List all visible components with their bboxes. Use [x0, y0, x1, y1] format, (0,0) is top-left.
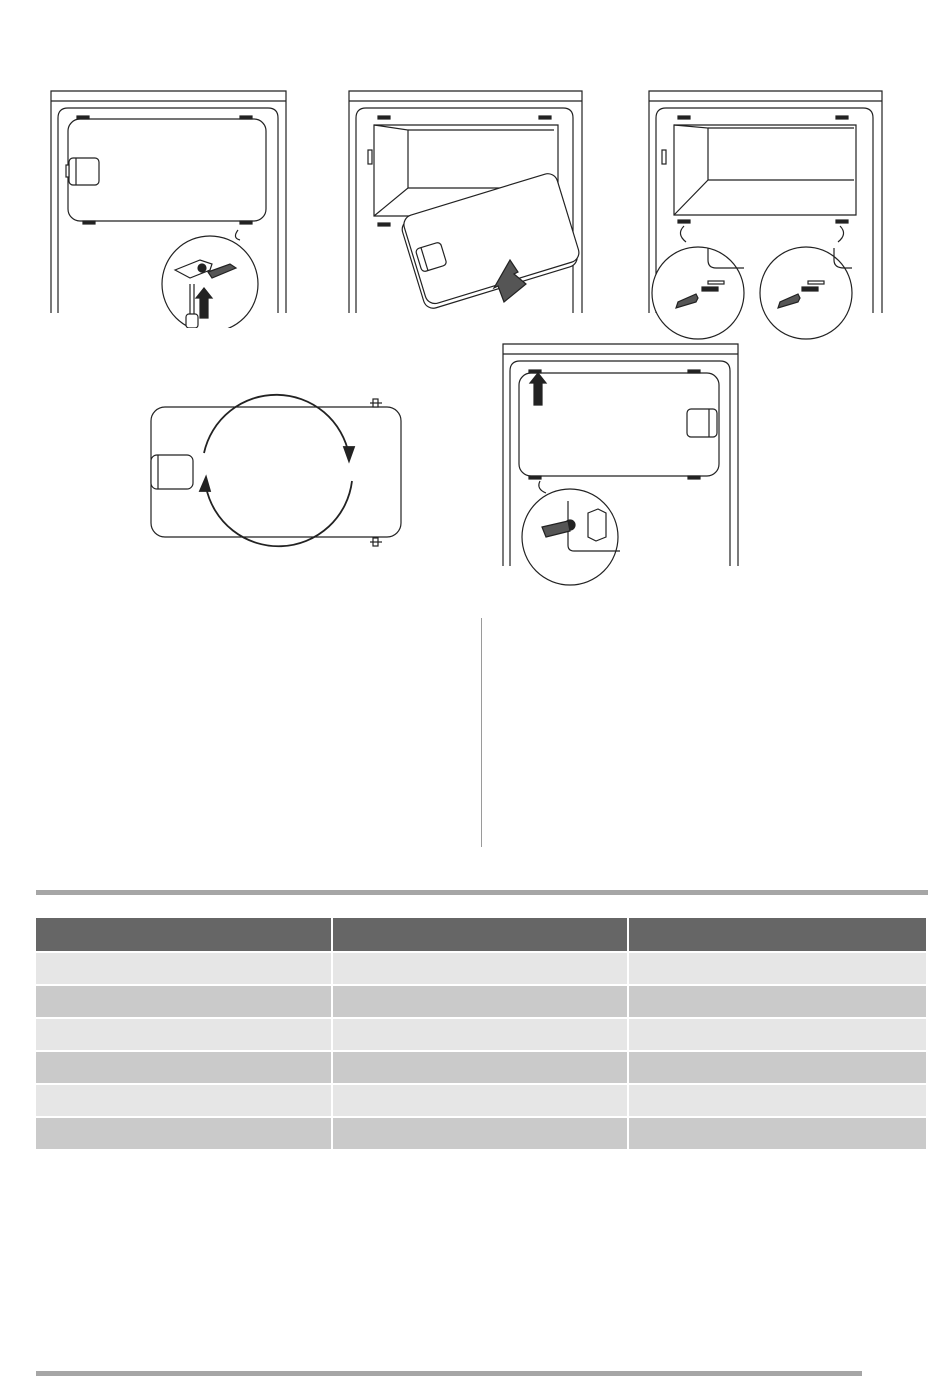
table-cell	[36, 1017, 333, 1050]
table-cell	[629, 1083, 926, 1116]
figure-step-1	[50, 88, 290, 328]
table-cell	[333, 1017, 630, 1050]
pin-detail-left	[652, 247, 744, 339]
table-row	[36, 1050, 926, 1083]
table-header-cell	[333, 918, 630, 951]
table-header-cell	[629, 918, 926, 951]
table-cell	[629, 1017, 926, 1050]
table-cell	[36, 1083, 333, 1116]
table-cell	[629, 984, 926, 1017]
table-row	[36, 951, 926, 984]
removed-door	[399, 171, 583, 310]
table-cell	[629, 951, 926, 984]
table-cell	[333, 984, 630, 1017]
table-cell	[333, 1050, 630, 1083]
figure-step-2	[348, 88, 588, 328]
table-header-row	[36, 918, 926, 951]
door-handle-icon	[66, 158, 99, 185]
table-cell	[36, 1116, 333, 1149]
table-cell	[629, 1050, 926, 1083]
table-cell	[333, 951, 630, 984]
table-cell	[36, 984, 333, 1017]
column-divider	[481, 618, 482, 847]
table-cell	[333, 1083, 630, 1116]
table-cell	[629, 1116, 926, 1149]
table-row	[36, 1083, 926, 1116]
data-table	[36, 918, 926, 1149]
table-row	[36, 984, 926, 1017]
figure-step-5	[502, 341, 742, 591]
door-handle-icon	[151, 455, 193, 489]
table-cell	[333, 1116, 630, 1149]
door-handle-icon	[687, 409, 717, 437]
footer-rule	[36, 1371, 862, 1376]
section-rule	[36, 890, 928, 895]
pin-detail-right	[760, 247, 852, 339]
table-row	[36, 1017, 926, 1050]
figure-step-3	[648, 88, 888, 348]
table-cell	[36, 1050, 333, 1083]
table-cell	[36, 951, 333, 984]
table-header-cell	[36, 918, 333, 951]
figure-step-4	[148, 375, 408, 565]
table-row	[36, 1116, 926, 1149]
